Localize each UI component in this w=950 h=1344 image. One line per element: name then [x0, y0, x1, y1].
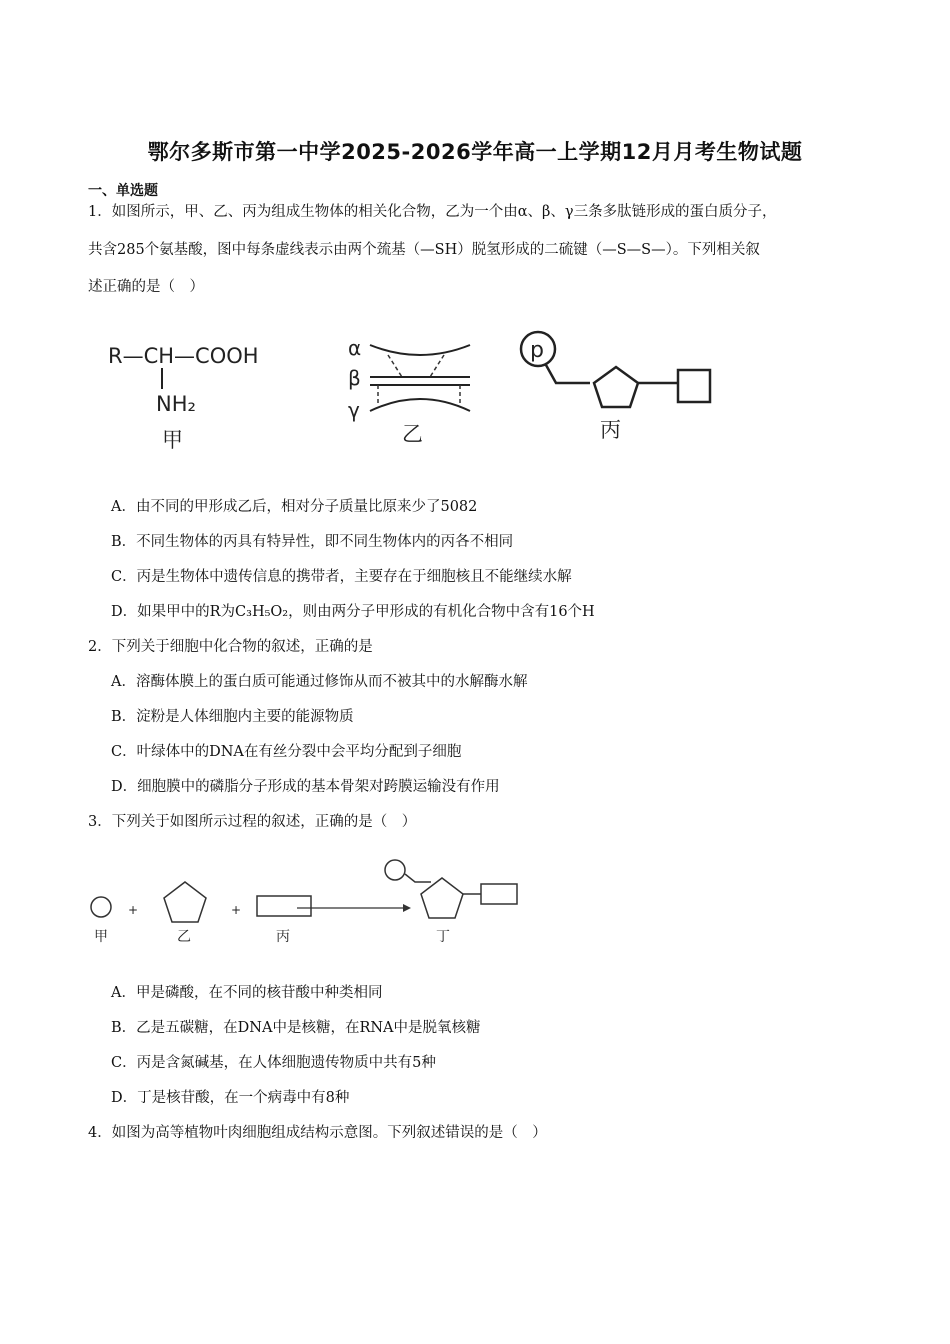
label-bing: 丙 [276, 929, 290, 945]
pentose-pentagon [164, 882, 206, 922]
q2-stem: 2．下列关于细胞中化合物的叙述，正确的是 [88, 639, 373, 655]
plus-sign-1: + [128, 903, 139, 917]
nucleotide-base [481, 884, 517, 904]
q1-option-b[interactable]: B．不同生物体的丙具有特异性，即不同生物体内的丙各不相同 [111, 534, 514, 550]
q2-option-a[interactable]: A．溶酶体膜上的蛋白质可能通过修饰从而不被其中的水解酶水解 [111, 674, 528, 690]
label-ding: 丁 [436, 929, 450, 945]
nucleotide-phosphate [385, 860, 405, 880]
q1-option-c[interactable]: C．丙是生物体中遗传信息的携带者，主要存在于细胞核且不能继续水解 [111, 569, 572, 585]
q1-stem-line-1: 1．如图所示，甲、乙、丙为组成生物体的相关化合物，乙为一个由α、β、γ三条多肽链形成的蛋白质分子， [88, 204, 777, 220]
nucleotide-structure [521, 332, 710, 442]
q1-option-d[interactable]: D．如果甲中的R为C₃H₅O₂，则由两分子甲形成的有机化合物中含有16个H [111, 604, 595, 620]
plus-sign-2: + [231, 903, 242, 917]
label-yi: 乙 [402, 422, 423, 446]
beta-label: β [348, 366, 361, 390]
arrow-head [403, 904, 411, 912]
page-title: 鄂尔多斯市第一中学2025-2026学年高一上学期12月月考生物试题 [147, 140, 803, 164]
q3-option-a[interactable]: A．甲是磷酸，在不同的核苷酸中种类相同 [111, 985, 383, 1001]
phosphate-circle [91, 897, 111, 917]
label-bing: 丙 [600, 418, 621, 442]
amino-group: NH₂ [156, 392, 196, 416]
base-square [678, 370, 710, 402]
amino-acid-formula: R—CH—COOH [108, 344, 259, 368]
label-jia: 甲 [162, 428, 183, 452]
section-heading: 一、单选题 [88, 183, 158, 199]
q1-option-a[interactable]: A．由不同的甲形成乙后，相对分子质量比原来少了5082 [111, 499, 478, 515]
q2-option-d[interactable]: D．细胞膜中的磷脂分子形成的基本骨架对跨膜运输没有作用 [111, 779, 500, 795]
pentose-pentagon [594, 367, 638, 407]
q3-option-d[interactable]: D．丁是核苷酸，在一个病毒中有8种 [111, 1090, 350, 1106]
nucleotide-pentose [421, 878, 463, 918]
q4-stem: 4．如图为高等植物叶肉细胞组成结构示意图。下列叙述错误的是（ ） [88, 1125, 547, 1141]
base-rectangle [257, 896, 311, 916]
amino-acid-structure [108, 344, 259, 452]
q2-option-c[interactable]: C．叶绿体中的DNA在有丝分裂中会平均分配到子细胞 [111, 744, 462, 760]
alpha-label: α [348, 336, 362, 360]
q2-option-b[interactable]: B．淀粉是人体细胞内主要的能源物质 [111, 709, 354, 725]
protein-three-chains [348, 336, 470, 446]
phosphate-p-label: p [530, 338, 544, 363]
q1-stem-line-3: 述正确的是（ ） [88, 279, 204, 295]
q3-stem: 3．下列关于如图所示过程的叙述，正确的是（ ） [88, 814, 417, 830]
gamma-label: γ [348, 398, 360, 422]
q3-figure [85, 852, 535, 947]
label-jia: 甲 [94, 929, 108, 945]
label-yi: 乙 [177, 929, 191, 945]
q1-figure [100, 325, 730, 460]
q3-option-b[interactable]: B．乙是五碳糖，在DNA中是核糖，在RNA中是脱氧核糖 [111, 1020, 481, 1036]
q3-option-c[interactable]: C．丙是含氮碱基，在人体细胞遗传物质中共有5种 [111, 1055, 436, 1071]
q1-stem-line-2: 共含285个氨基酸，图中每条虚线表示由两个巯基（—SH）脱氢形成的二硫键（—S—S—）。下列相关叙 [88, 242, 760, 258]
